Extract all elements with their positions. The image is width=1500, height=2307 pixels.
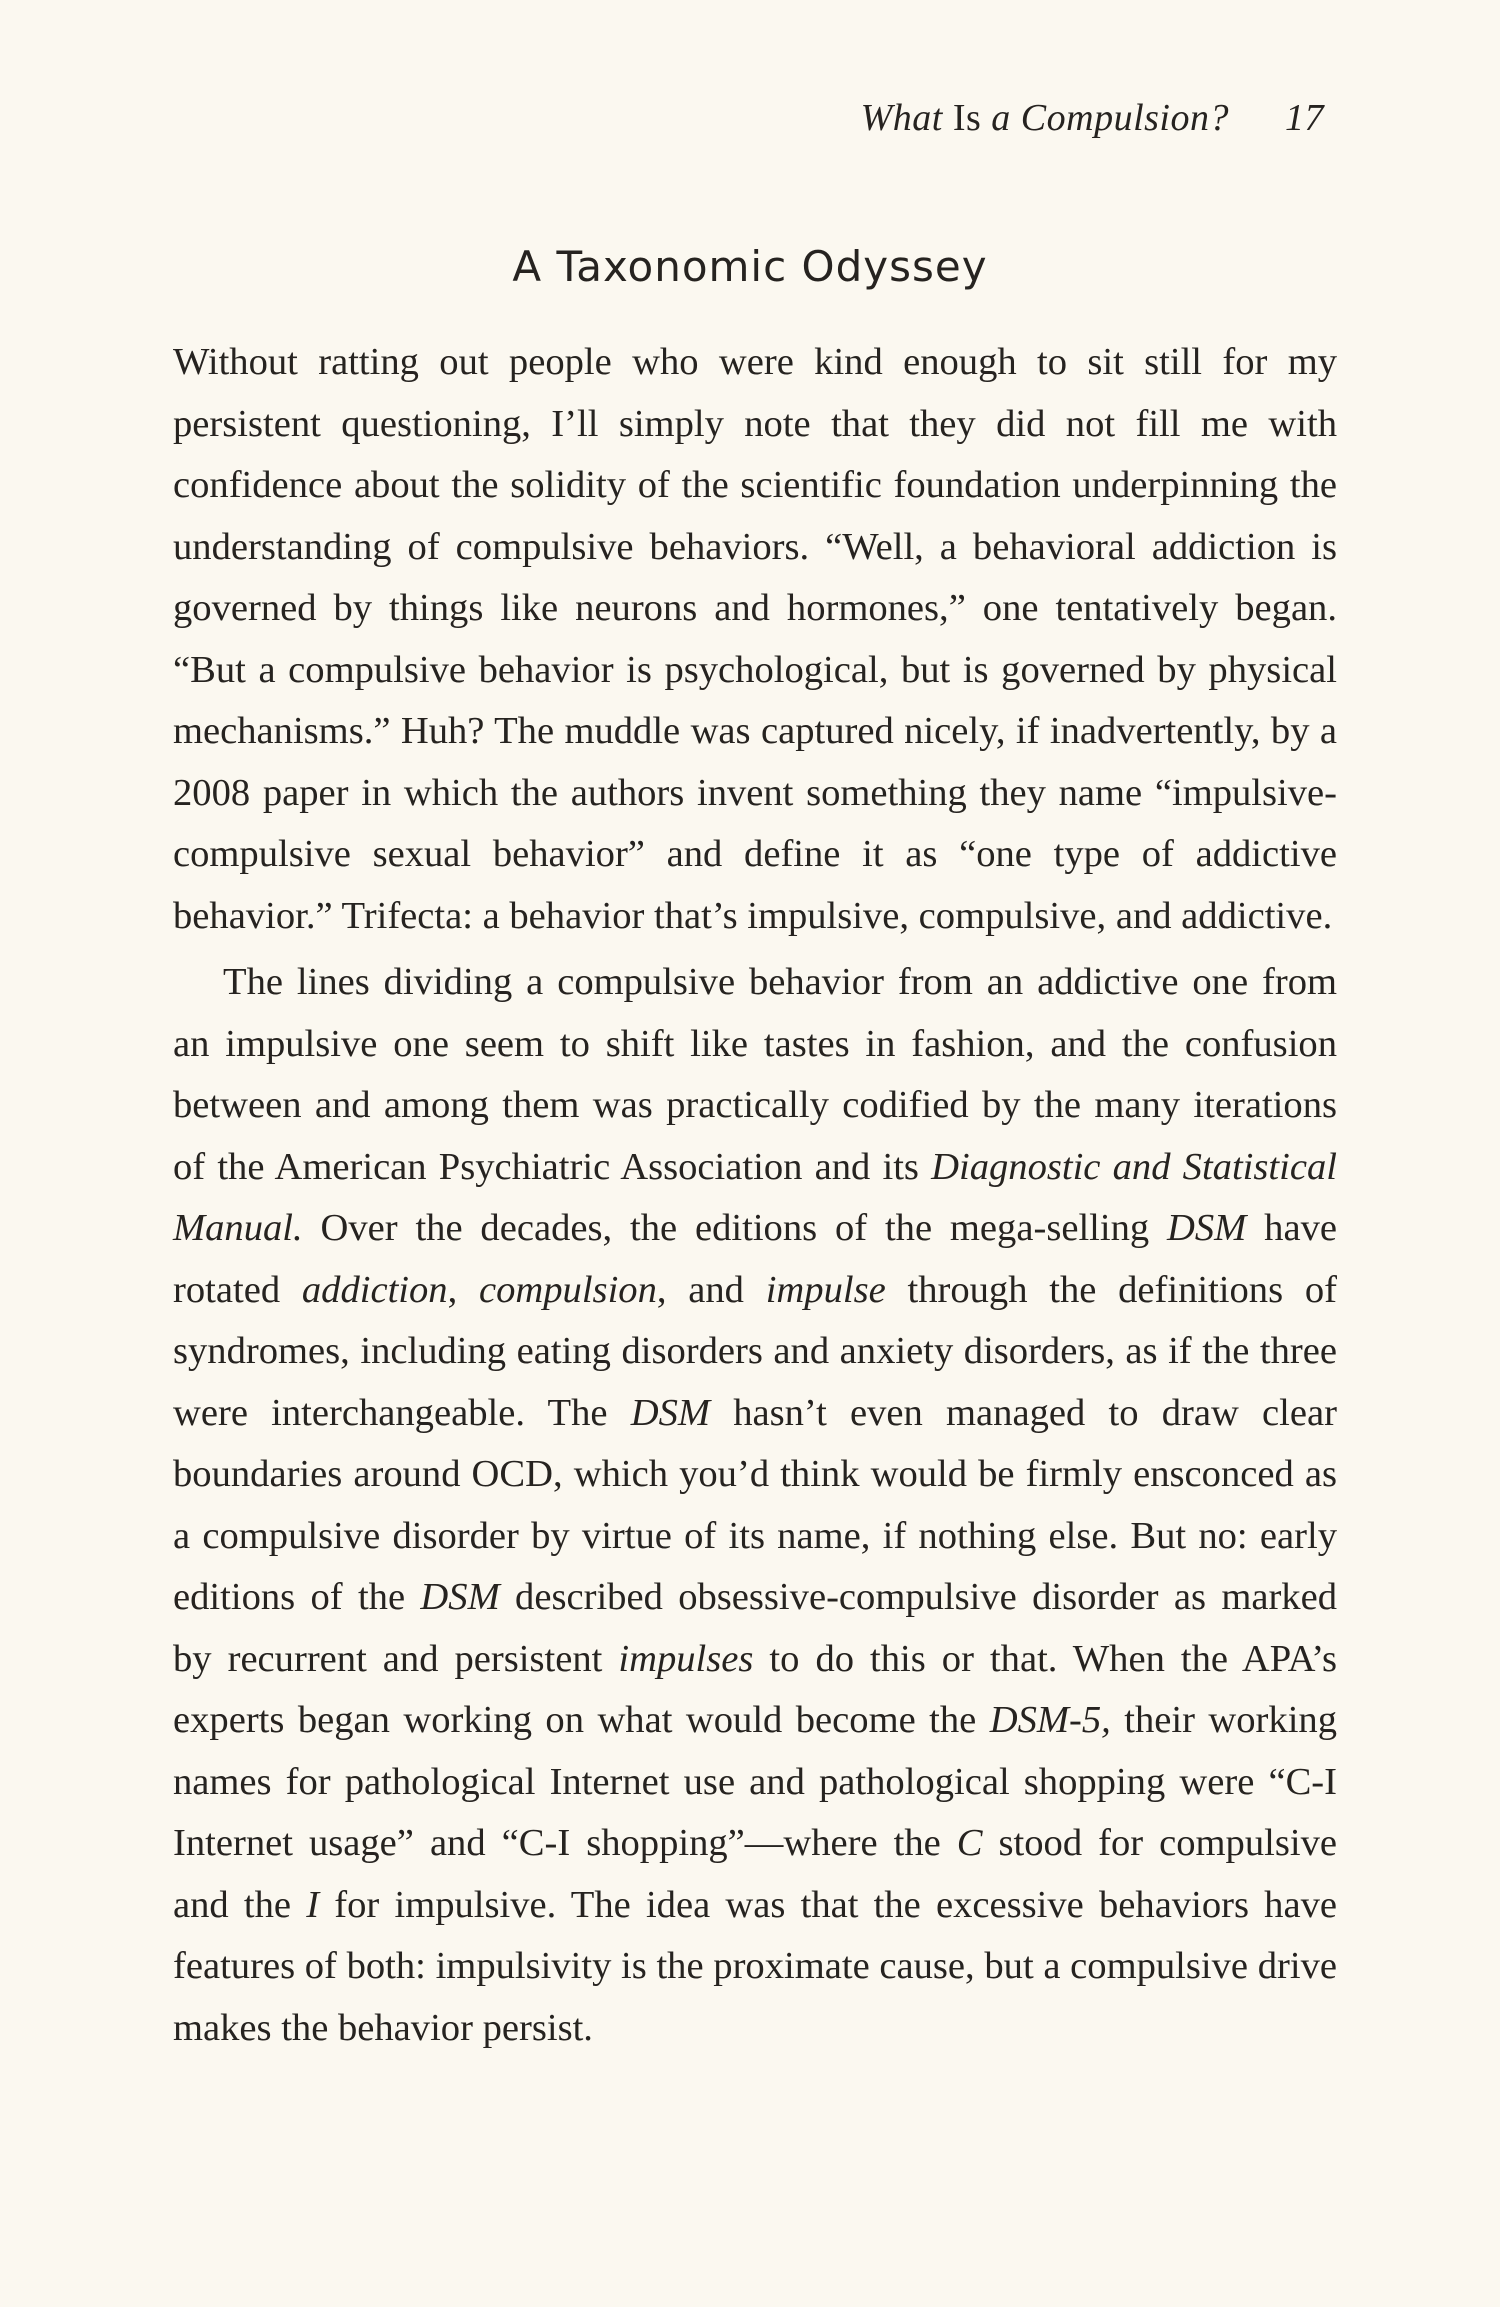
p2-italic-compulsion: compulsion — [478, 1268, 657, 1311]
p2-text: hasn’t even managed to draw clear boundaries around OCD, which you’d think would be firmly ensconced as a compulsive disorder by virtue of its name, if nothing else. But no: early editions of the — [173, 1391, 1337, 1618]
p2-text: through the definitions of syndromes, including eating disorders and anxiety disorders, as if the three were interchangeable. The — [173, 1268, 1337, 1434]
p2-text: The lines dividing a compulsive behavior from an addictive one from an impulsive one seem to shift like tastes in fashion, and the confusion between and among them was practically codified by the many iterations of the American Psychiatric Association and its — [173, 961, 1337, 1188]
p2-text: have rotated — [173, 1207, 1337, 1311]
p2-text: , — [447, 1268, 479, 1311]
running-head-is: Is — [942, 97, 992, 139]
p2-italic-dsm-5: DSM-5, — [989, 1699, 1111, 1741]
p2-italic-impulses: impulses — [618, 1637, 754, 1680]
paragraph-2 — [173, 952, 1337, 2059]
p2-italic-impulse: impulse — [765, 1268, 886, 1311]
p2-italic-dsm: DSM — [630, 1391, 710, 1434]
page-number: 17 — [1285, 97, 1324, 139]
p2-italic-i: I — [306, 1883, 320, 1926]
p2-italic-dsm: DSM — [1167, 1207, 1247, 1249]
p2-italic-addiction: addiction — [301, 1268, 448, 1311]
p2-italic-c: C — [956, 1822, 983, 1864]
p2-title-dsm-manual: Diagnostic and Statistical Manual. — [173, 1145, 1337, 1249]
running-head — [861, 96, 1324, 140]
p2-text: to do this or that. When the APA’s experts began working on what would become the — [173, 1637, 1337, 1741]
p2-italic-dsm: DSM — [420, 1576, 500, 1618]
p2-text: , and — [656, 1268, 766, 1311]
running-head-what: What — [860, 97, 943, 139]
running-head-compulsion: a Compulsion? — [991, 97, 1229, 139]
section-title: A Taxonomic Odyssey — [512, 242, 988, 291]
paragraph-1: Without ratting out people who were kind enough to sit still for my persistent questioning, I’ll simply note that they did not fill me with confidence about the solidity of the scientific foundation underpinning the understanding of compulsive behaviors. “Well, a behavioral addiction is governed by things like neurons and hormones,” one tentatively began. “But a compulsive behavior is psychological, but is governed by physical mechanisms.” Huh? The muddle was captured nicely, if inadvertently, by a 2008 paper in which the authors invent something they name “impulsive-compulsive sexual behavior” and define it as “one type of addictive behavior.” Trifecta: a behavior that’s impulsive, compulsive, and addictive. — [173, 341, 1337, 937]
p2-text: stood for compulsive and the — [173, 1822, 1337, 1926]
p2-text: Over the decades, the editions of the mega-selling — [302, 1207, 1168, 1249]
body-text — [173, 332, 1337, 2059]
p2-text: their working names for pathological Internet use and pathological shopping were “C-I Internet usage” and “C-I shopping”—where the — [173, 1699, 1337, 1864]
p2-text: for impulsive. The idea was that the excessive behaviors have features of both: impulsivity is the proximate cause, but a compulsive drive makes the behavior persist. — [173, 1883, 1337, 2049]
p2-text: described obsessive-compulsive disorder as marked by recurrent and persistent — [173, 1576, 1337, 1680]
